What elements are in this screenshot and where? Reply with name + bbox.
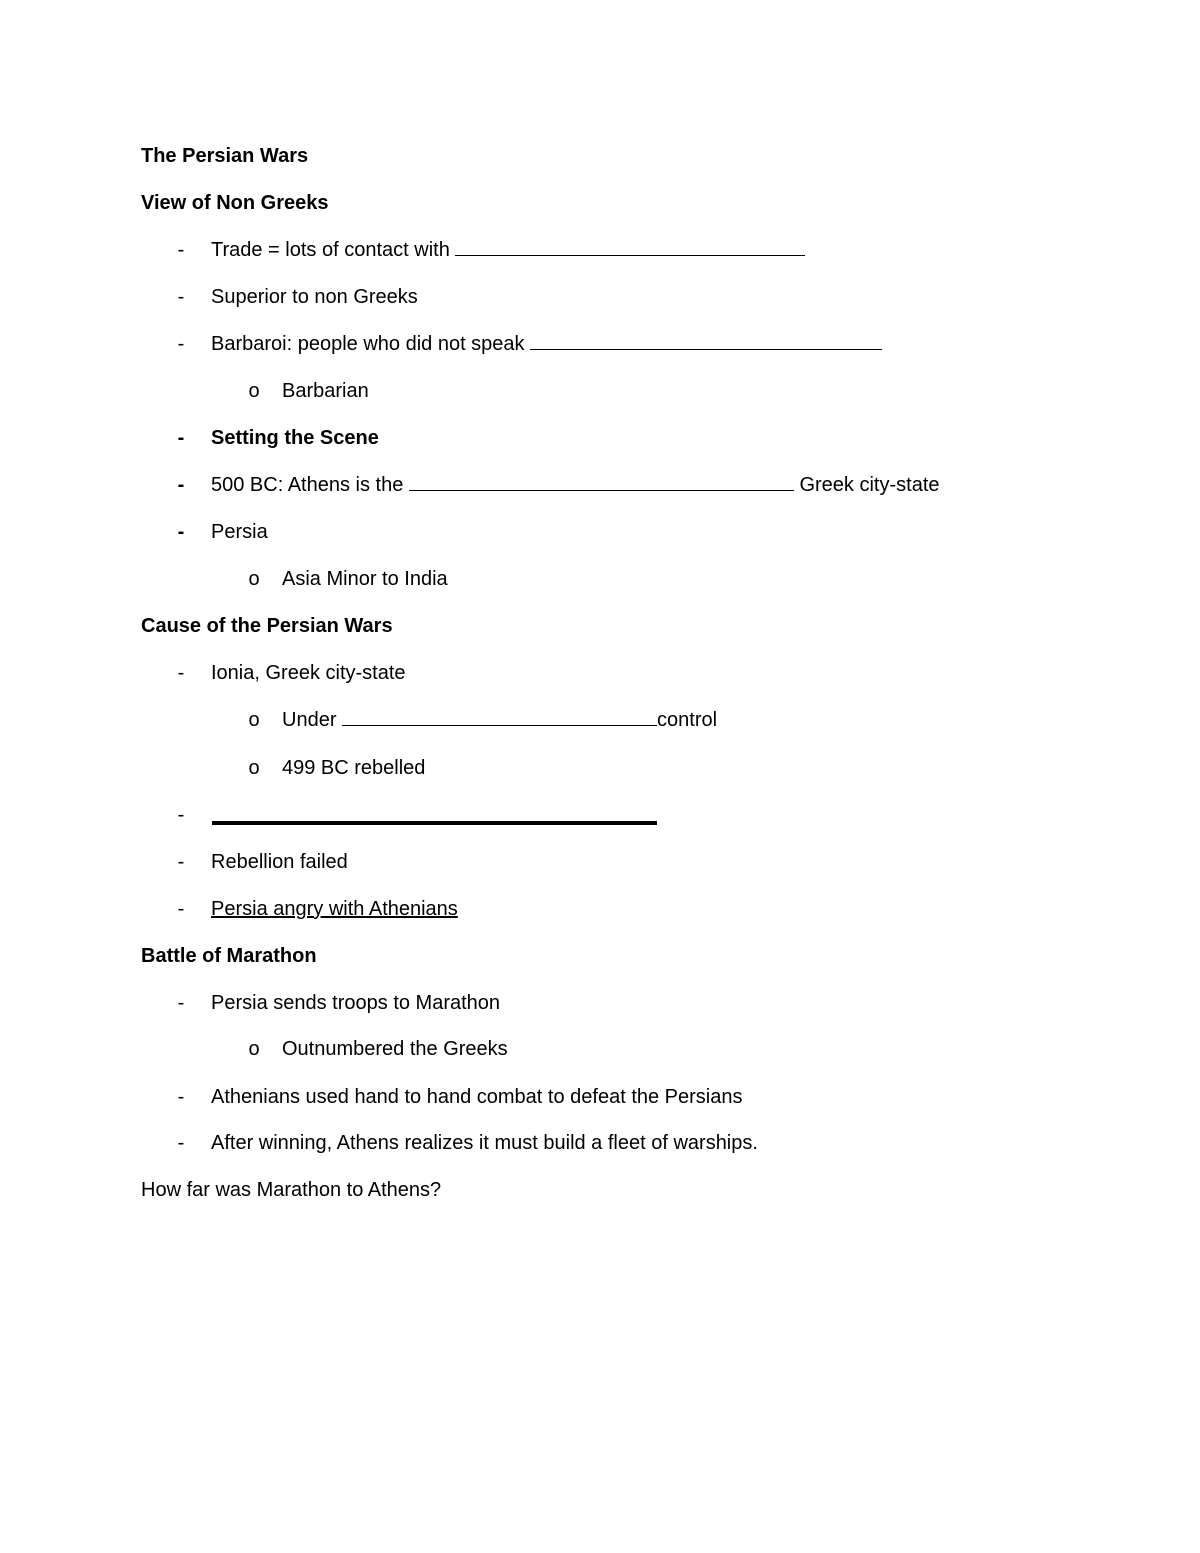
- list-item: [0, 988, 1200, 1018]
- section-heading-battle-of-marathon: Battle of Marathon: [141, 945, 317, 967]
- circle-bullet: o: [248, 380, 260, 402]
- fill-in-blank: [342, 705, 657, 726]
- list-item: [0, 658, 1200, 688]
- list-item-text: Persia sends troops to Marathon: [211, 992, 501, 1014]
- list-item-text: Barbaroi: people who did not speak: [211, 333, 525, 355]
- dash-bullet: -: [177, 851, 185, 873]
- sub-list-item: [0, 753, 1200, 783]
- list-item: [0, 847, 1200, 877]
- dash-bullet: -: [177, 333, 185, 355]
- list-item: [0, 894, 1200, 924]
- fill-in-blank: [455, 235, 805, 256]
- list-item-text: Rebellion failed: [211, 851, 348, 873]
- circle-bullet: o: [248, 757, 260, 779]
- list-item-text: 499 BC rebelled: [282, 757, 426, 779]
- section-heading-view-of-non-greeks: View of Non Greeks: [141, 192, 329, 214]
- list-item: [0, 235, 1200, 265]
- list-item: [0, 470, 1200, 500]
- sub-list-item: [0, 376, 1200, 406]
- dash-bullet: -: [177, 239, 185, 261]
- list-item: [0, 517, 1200, 547]
- section-heading-cause-of-the-persian-wars: Cause of the Persian Wars: [141, 615, 393, 637]
- list-item: [0, 800, 1200, 830]
- fill-in-blank: [409, 470, 794, 491]
- dash-bullet: -: [177, 804, 185, 826]
- list-item-text: Persia: [211, 521, 268, 543]
- list-item-text: Persia angry with Athenians: [211, 898, 458, 920]
- list-item-text: 500 BC: Athens is the: [211, 474, 404, 496]
- list-item-text: Setting the Scene: [211, 427, 379, 449]
- list-item-text: Asia Minor to India: [282, 568, 448, 590]
- list-item-text: Superior to non Greeks: [211, 286, 418, 308]
- dash-bullet: -: [177, 1086, 185, 1108]
- circle-bullet: o: [248, 1038, 260, 1060]
- list-item: [0, 423, 1200, 453]
- list-item-text: Ionia, Greek city-state: [211, 662, 406, 684]
- sub-list-item: [0, 705, 1200, 735]
- list-item-text: Outnumbered the Greeks: [282, 1038, 508, 1060]
- circle-bullet: o: [248, 709, 260, 731]
- dash-bullet: -: [177, 521, 185, 543]
- list-item-text: After winning, Athens realizes it must build a fleet of warships.: [211, 1132, 758, 1154]
- list-item-text-after: Greek city-state: [799, 474, 940, 496]
- dash-bullet: -: [177, 992, 185, 1014]
- dash-bullet: -: [177, 898, 185, 920]
- dash-bullet: -: [177, 662, 185, 684]
- fill-in-blank: [530, 329, 882, 350]
- list-item-text: Athenians used hand to hand combat to defeat the Persians: [211, 1086, 743, 1108]
- dash-bullet: -: [177, 427, 185, 449]
- fill-in-blank: [212, 821, 657, 825]
- sub-list-item: [0, 1034, 1200, 1064]
- list-item-text: Trade = lots of contact with: [211, 239, 450, 261]
- list-item-text: Barbarian: [282, 380, 369, 402]
- list-item: [0, 1082, 1200, 1112]
- list-item: [0, 329, 1200, 359]
- dash-bullet: -: [177, 474, 185, 496]
- circle-bullet: o: [248, 568, 260, 590]
- list-item: [0, 1128, 1200, 1158]
- closing-question: How far was Marathon to Athens?: [141, 1179, 442, 1201]
- list-item: [0, 282, 1200, 312]
- list-item-text-after: control: [657, 709, 718, 731]
- list-item-text: Under: [282, 709, 337, 731]
- dash-bullet: -: [177, 1132, 185, 1154]
- sub-list-item: [0, 564, 1200, 594]
- dash-bullet: -: [177, 286, 185, 308]
- page-title: The Persian Wars: [141, 145, 309, 167]
